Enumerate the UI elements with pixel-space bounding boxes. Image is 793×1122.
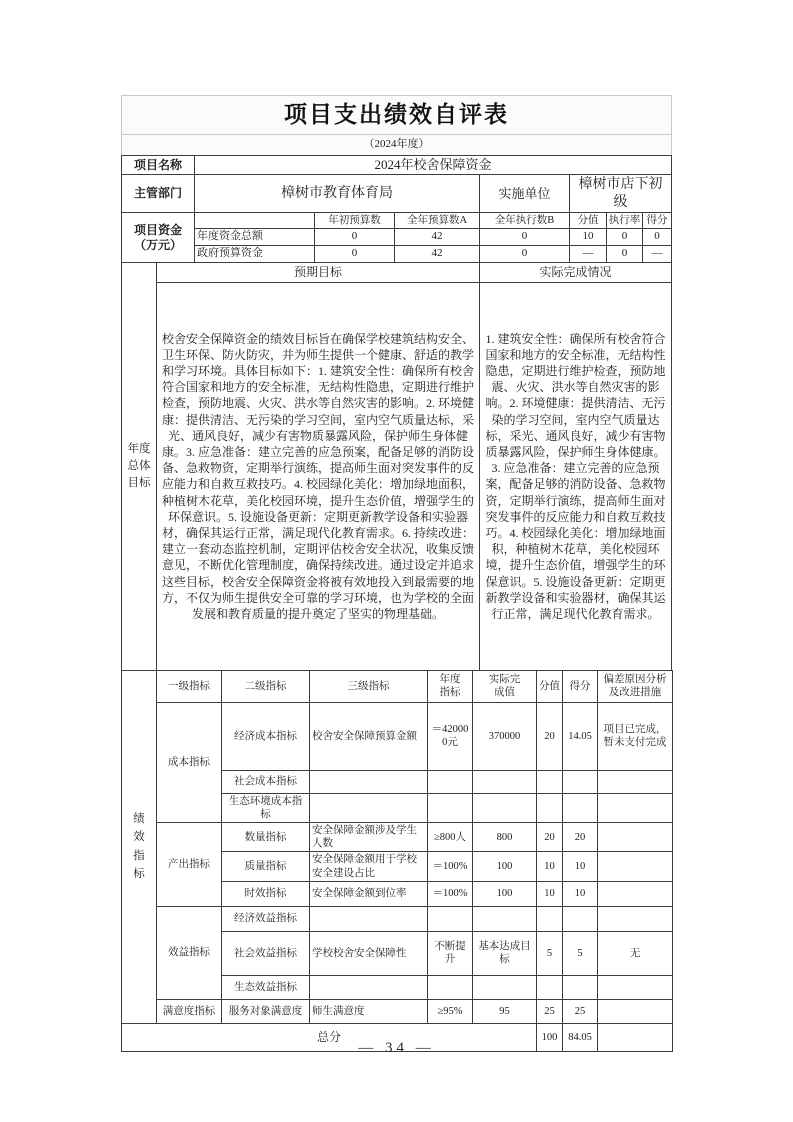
expected-goals-header: 预期目标 xyxy=(157,262,480,282)
level2-cell: 社会成本指标 xyxy=(222,770,310,793)
score-cell: 25 xyxy=(563,999,598,1023)
level3-cell xyxy=(310,770,428,793)
col-header-level1: 一级指标 xyxy=(157,670,222,702)
col-header-actual-value: 实际完成值 xyxy=(473,670,537,702)
total-points-cell: 100 xyxy=(537,1023,563,1051)
level2-cell: 生态效益指标 xyxy=(222,975,310,999)
table-row xyxy=(122,823,673,852)
actual-completion-text: 1. 建筑安全性：确保所有校舍符合国家和地方的安全标准，无结构性隐患，定期进行维护检查，预防地震、火灾、洪水等自然灾害的影响。2. 环境健康：提供清洁、无污染的学习空间，室内空气质量达标，采光、通风良好，减少有害物质暴露风险，保护师生身体健康。3. 应急准备：建立完善的应急预案，配备足够的消防设备、急救物资，定期举行演练，提高师生面对突发事件的反应能力和自救互救技巧。4. 校园绿化美化：增加绿地面积，种植树木花草，美化校园环境，提升生态价值，增强学生的环保意识。5. 设施设备更新：定期更新教学设备和实验器材，确保其运行正常，满足现代化教育需求。 xyxy=(480,282,672,670)
points-cell xyxy=(537,770,563,793)
funds-cell: — xyxy=(570,246,607,263)
annual-goals-side-label xyxy=(122,262,157,670)
level2-cell: 社会效益指标 xyxy=(222,931,310,975)
funds-cell: — xyxy=(643,246,672,263)
table-row xyxy=(122,702,673,770)
target-cell: ＝100% xyxy=(428,852,473,881)
note-cell xyxy=(598,852,673,881)
score-cell xyxy=(563,770,598,793)
level3-cell: 师生满意度 xyxy=(310,999,428,1023)
score-cell: 10 xyxy=(563,852,598,881)
performance-indicators-table xyxy=(121,670,673,1052)
note-cell xyxy=(598,793,673,822)
funds-row-label: 年度资金总额 xyxy=(195,229,315,246)
col-header-points: 分值 xyxy=(537,670,563,702)
project-name-label: 项目名称 xyxy=(122,156,195,175)
level2-cell: 数量指标 xyxy=(222,823,310,852)
project-name-value: 2024年校舍保障资金 xyxy=(195,156,672,175)
note-cell xyxy=(598,906,673,931)
target-cell: ≥95% xyxy=(428,999,473,1023)
col-header-initial-budget: 年初预算数 xyxy=(315,213,395,229)
actual-cell: 100 xyxy=(473,881,537,906)
level2-cell: 经济效益指标 xyxy=(222,906,310,931)
table-row xyxy=(122,213,672,229)
table-row xyxy=(122,156,672,175)
points-cell xyxy=(537,975,563,999)
score-cell xyxy=(563,906,598,931)
funds-cell: 42 xyxy=(395,246,480,263)
expected-goals-text: 校舍安全保障资金的绩效目标旨在确保学校建筑结构安全、卫生环保、防火防灾，并为师生提供一个健康、舒适的教学和学习环境。具体目标如下：1. 建筑安全性：确保所有校舍符合国家和地方的安全标准，无结构性隐患，定期进行维护检查，预防地震、火灾、洪水等自然灾害的影响。2. 环境健康：提供清洁、无污染的学习空间，室内空气质量达标，采光、通风良好，减少有害物质暴露风险，保护师生身体健康。3. 应急准备：建立完善的应急预案，配备足够的消防设备、急救物资，定期举行演练，提高师生面对突发事件的反应能力和自救互救技巧。4. 校园绿化美化：增加绿地面积，种植树木花草，美化校园环境，提升生态价值，增强学生的环保意识。5. 设施设备更新：定期更新教学设备和实验器材，确保其运行正常，满足现代化教育需求。6. 持续改进：建立一套动态监控机制，定期评估校舍安全状况，收集反馈意见，不断优化管理制度，确保持续改进。通过设定并追求这些目标，校舍安全保障资金将被有效地投入到最需要的地方，不仅为师生提供安全可靠的学习环境，也为学校的全面发展和教育质量的提升奠定了坚实的物理基础。 xyxy=(157,282,480,670)
score-cell xyxy=(563,793,598,822)
points-cell: 10 xyxy=(537,881,563,906)
points-cell: 20 xyxy=(537,702,563,770)
score-cell: 20 xyxy=(563,823,598,852)
level2-cell: 经济成本指标 xyxy=(222,702,310,770)
level3-cell: 校舍安全保障预算金额 xyxy=(310,702,428,770)
level2-cell: 时效指标 xyxy=(222,881,310,906)
note-cell xyxy=(598,975,673,999)
table-row xyxy=(122,175,672,213)
target-cell xyxy=(428,770,473,793)
actual-cell: 800 xyxy=(473,823,537,852)
note-cell xyxy=(598,999,673,1023)
project-info-table xyxy=(121,155,672,263)
level3-cell xyxy=(310,975,428,999)
points-cell xyxy=(537,793,563,822)
target-cell xyxy=(428,906,473,931)
points-cell xyxy=(537,906,563,931)
col-header-points: 分值 xyxy=(570,213,607,229)
level3-cell: 学校校舍安全保障性 xyxy=(310,931,428,975)
level2-cell: 服务对象满意度 xyxy=(222,999,310,1023)
annual-goals-table xyxy=(121,262,672,671)
target-cell: ＝100% xyxy=(428,881,473,906)
table-row xyxy=(122,906,673,931)
points-cell: 25 xyxy=(537,999,563,1023)
col-header-annual-exec: 全年执行数B xyxy=(480,213,570,229)
actual-cell xyxy=(473,975,537,999)
self-evaluation-table xyxy=(121,95,672,1052)
table-row xyxy=(122,229,672,246)
dept-value: 樟树市教育体育局 xyxy=(195,175,480,213)
points-cell: 10 xyxy=(537,852,563,881)
funds-cell: 0 xyxy=(315,229,395,246)
note-cell xyxy=(598,881,673,906)
score-cell: 14.05 xyxy=(563,702,598,770)
score-cell: 10 xyxy=(563,881,598,906)
table-row xyxy=(122,999,673,1023)
actual-cell: 370000 xyxy=(473,702,537,770)
level3-cell: 安全保障金额涉及学生人数 xyxy=(310,823,428,852)
col-header-annual-budget: 全年预算数A xyxy=(395,213,480,229)
level2-cell: 质量指标 xyxy=(222,852,310,881)
table-row xyxy=(122,262,672,282)
total-score-cell: 84.05 xyxy=(563,1023,598,1051)
level2-cell: 生态环境成本指标 xyxy=(222,793,310,822)
page-title: 项目支出绩效自评表 xyxy=(122,96,672,135)
score-cell xyxy=(563,975,598,999)
actual-cell: 基本达成目标 xyxy=(473,931,537,975)
funds-cell: 10 xyxy=(570,229,607,246)
empty-cell xyxy=(195,213,315,229)
col-header-annual-target: 年度指标 xyxy=(428,670,473,702)
col-header-level3: 三级指标 xyxy=(310,670,428,702)
impl-unit-value: 樟树市店下初级 xyxy=(570,175,672,213)
funds-cell: 0 xyxy=(480,246,570,263)
page-number: — 34 — xyxy=(358,1040,435,1056)
col-header-deviation: 偏差原因分析及改进措施 xyxy=(598,670,673,702)
target-cell: 不断提升 xyxy=(428,931,473,975)
dept-label: 主管部门 xyxy=(122,175,195,213)
points-cell: 5 xyxy=(537,931,563,975)
funds-label: 项目资金（万元） xyxy=(122,213,195,263)
actual-cell xyxy=(473,906,537,931)
table-row xyxy=(122,282,672,670)
level1-benefit: 效益指标 xyxy=(157,906,222,999)
actual-cell xyxy=(473,770,537,793)
target-cell xyxy=(428,975,473,999)
actual-completion-header: 实际完成情况 xyxy=(480,262,672,282)
actual-cell xyxy=(473,793,537,822)
funds-cell: 0 xyxy=(607,229,643,246)
actual-cell: 95 xyxy=(473,999,537,1023)
col-header-exec-rate: 执行率 xyxy=(607,213,643,229)
actual-cell: 100 xyxy=(473,852,537,881)
funds-cell: 0 xyxy=(607,246,643,263)
impl-unit-label: 实施单位 xyxy=(480,175,570,213)
col-header-level2: 二级指标 xyxy=(222,670,310,702)
level3-cell: 安全保障金额用于学校安全建设占比 xyxy=(310,852,428,881)
level1-cost: 成本指标 xyxy=(157,702,222,822)
target-cell: ＝420000元 xyxy=(428,702,473,770)
total-score-label: 总分 xyxy=(122,1023,537,1051)
note-cell: 无 xyxy=(598,931,673,975)
indicators-side-label xyxy=(122,670,157,1023)
points-cell: 20 xyxy=(537,823,563,852)
level3-cell: 安全保障金额到位率 xyxy=(310,881,428,906)
title-block xyxy=(121,95,672,156)
note-cell: 项目已完成，暂未支付完成 xyxy=(598,702,673,770)
funds-cell: 0 xyxy=(315,246,395,263)
level3-cell xyxy=(310,906,428,931)
level1-satisfaction: 满意度指标 xyxy=(157,999,222,1023)
level1-output: 产出指标 xyxy=(157,823,222,907)
target-cell xyxy=(428,793,473,822)
target-cell: ≥800人 xyxy=(428,823,473,852)
funds-row-label: 政府预算资金 xyxy=(195,246,315,263)
annual-goals-side-label-text: 年度总体目标 xyxy=(127,443,151,489)
note-cell xyxy=(598,770,673,793)
table-row xyxy=(122,670,673,702)
table-row xyxy=(122,246,672,263)
level3-cell xyxy=(310,793,428,822)
note-cell xyxy=(598,823,673,852)
funds-cell: 0 xyxy=(643,229,672,246)
score-cell: 5 xyxy=(563,931,598,975)
col-header-score: 得分 xyxy=(643,213,672,229)
col-header-score: 得分 xyxy=(563,670,598,702)
page-subtitle: （2024年度） xyxy=(122,135,672,156)
funds-cell: 42 xyxy=(395,229,480,246)
funds-cell: 0 xyxy=(480,229,570,246)
indicators-side-label-text: 绩效指标 xyxy=(133,812,145,881)
